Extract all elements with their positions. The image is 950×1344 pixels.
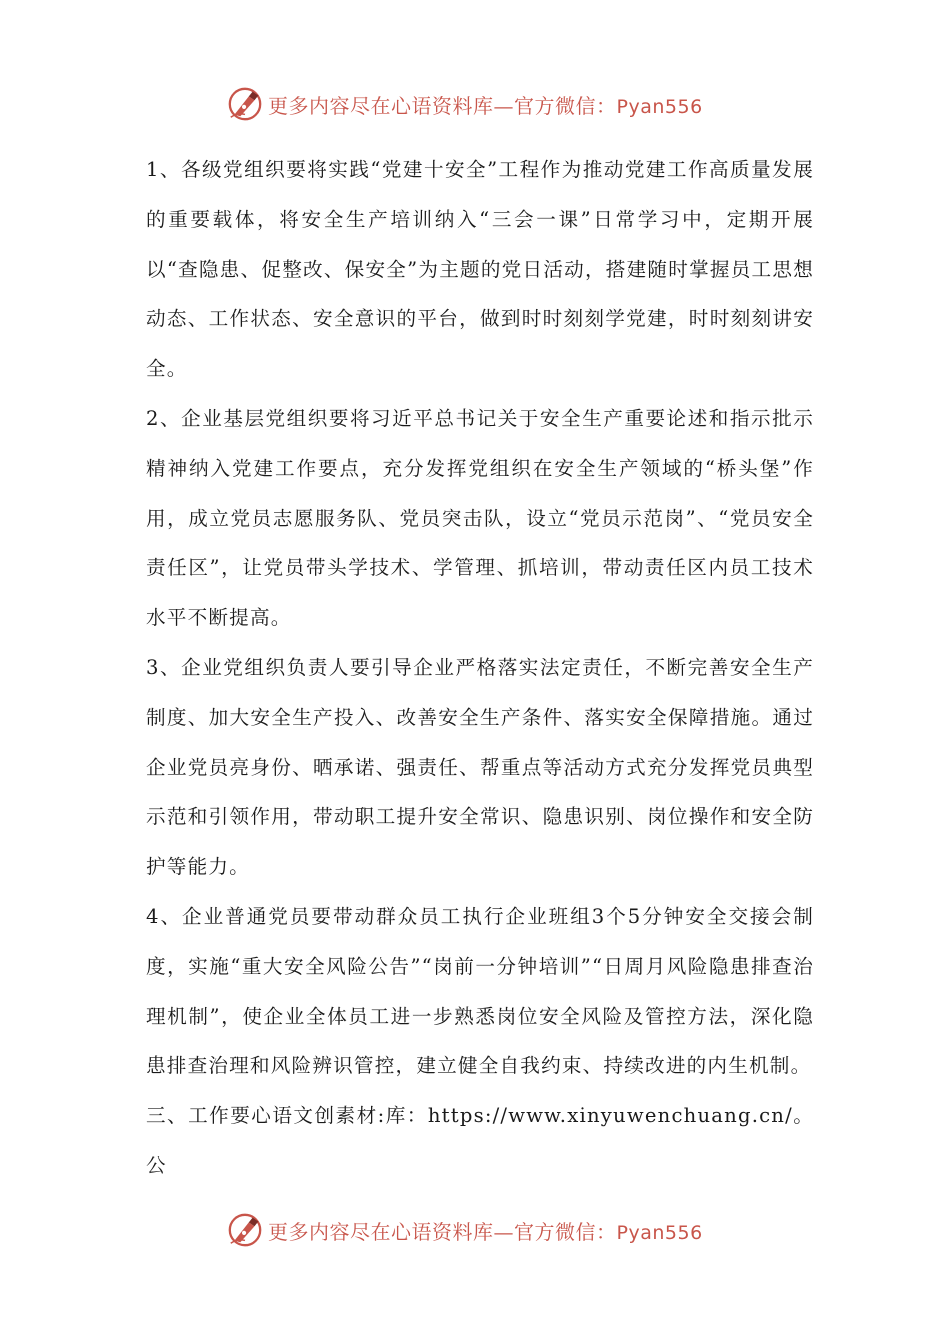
pen-nib-logo-icon [226, 1211, 264, 1249]
watermark-banner-bottom [226, 1208, 746, 1252]
wechat-id: Pyan556 [616, 95, 703, 118]
wechat-id: Pyan556 [616, 1221, 703, 1244]
pen-nib-logo-icon [226, 85, 264, 123]
watermark-text [268, 1216, 703, 1245]
watermark-label: 更多内容尽在心语资料库—官方微信： [268, 1219, 617, 1244]
watermark-text [268, 90, 703, 119]
paragraph-section-3: 三、工作要心语文创素材:库：https://www.xinyuwenchuang.cn/。公 [146, 1104, 814, 1177]
paragraph-1: 1、各级党组织要将实践“党建十安全”工程作为推动党建工作高质量发展的重要载体，将安全生产培训纳入“三会一课”日常学习中，定期开展以“查隐患、促整改、保安全”为主题的党日活动，搭建随时掌握员工思想动态、工作状态、安全意识的平台，做到时时刻刻学党建，时时刻刻讲安全。 [146, 158, 814, 381]
paragraph-2: 2、企业基层党组织要将习近平总书记关于安全生产重要论述和指示批示精神纳入党建工作要点，充分发挥党组织在安全生产领域的“桥头堡”作用，成立党员志愿服务队、党员突击队，设立“党员示范岗”、“党员安全责任区”，让党员带头学技术、学管理、抓培训，带动责任区内员工技术水平不断提高。 [146, 406, 814, 630]
watermark-label: 更多内容尽在心语资料库—官方微信： [268, 93, 617, 118]
paragraph-4: 4、企业普通党员要带动群众员工执行企业班组3个5分钟安全交接会制度，实施“重大安全风险公告”“岗前一分钟培训”“日周月风险隐患排查治理机制”，使企业全体员工进一步熟悉岗位安全风险及管控方法，深化隐患排查治理和风险辨识管控，建立健全自我约束、持续改进的内生机制。 [146, 904, 814, 1078]
paragraph-3: 3、企业党组织负责人要引导企业严格落实法定责任，不断完善安全生产制度、加大安全生产投入、改善安全生产条件、落实安全保障措施。通过企业党员亮身份、晒承诺、强责任、帮重点等活动方式充分发挥党员典型示范和引领作用，带动职工提升安全常识、隐患识别、岗位操作和安全防护等能力。 [146, 655, 814, 879]
watermark-banner-top [226, 82, 746, 126]
document-body [146, 145, 814, 1191]
